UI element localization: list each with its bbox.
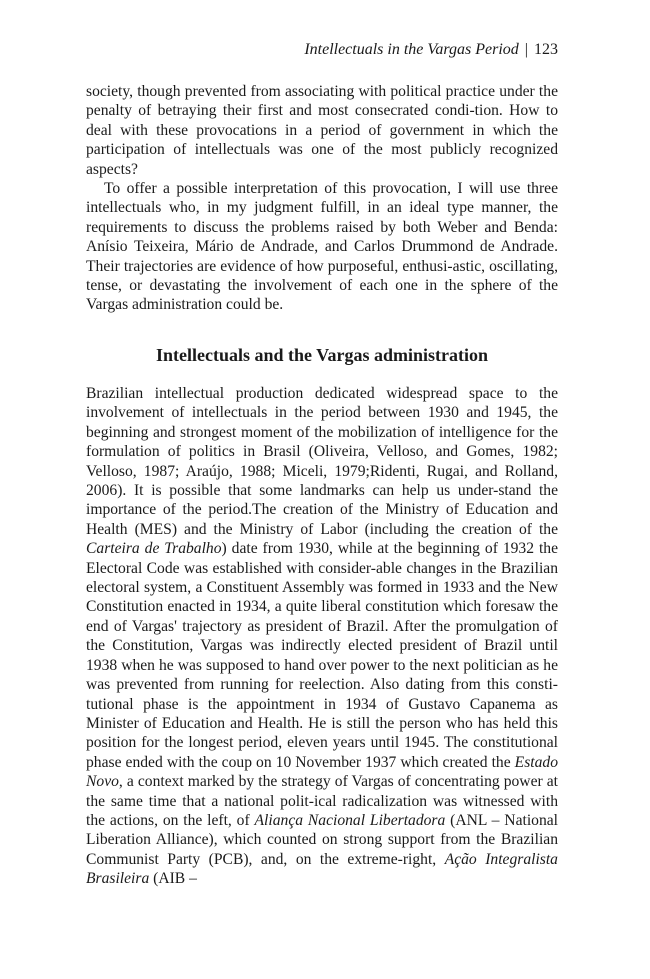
italic-alianca-nacional: Aliança Nacional Libertadora	[254, 811, 446, 829]
paragraph-continuation: society, though prevented from associating with political practice under the penalty of betraying their first and most consecrated condi-tion. How to deal with these provocations in a period of government in which the participation of intellectuals was one of the most publicly recognized aspects?	[86, 83, 558, 178]
italic-estado-novo: Estado Novo	[86, 753, 558, 791]
header-separator: |	[524, 41, 528, 58]
body-text-5: (AIB –	[149, 870, 197, 888]
running-title: Intellectuals in the Vargas Period	[304, 41, 519, 58]
body-text-3: , a context marked by the strategy of Vargas of concentrating power at the same time that a national polit-ical radicalization was witnessed with the actions, on the left, of	[86, 773, 558, 829]
italic-carteira-de-trabalho: Carteira de Trabalho	[86, 540, 222, 558]
body-text-4: (ANL – National Liberation Alliance), which counted on strong support from the Brazilian Communist Party (PCB), and, on the extreme-right,	[86, 811, 558, 868]
body-text-2: ) date from 1930, while at the beginning of 1932 the Electoral Code was established with consider-able changes in the Brazilian electoral system, a Constituent Assembly was formed in 1933 and the New Constitution enacted in 1934, a quite liberal constitution which foresaw the end of Vargas' trajectory as president of Brazil. After the promulgation of the Constitution, Vargas was indirectly elected president of Brazil until 1938 when he was supposed to hand over power to the next politician as he was prevented from running for reelection. Also dating from this consti-tutional phase is the appointment in 1934 of Gustavo Capanema as Minister of Education and Health. He is still the person who has held this position for the longest period, eleven years until 1945. The constitutional phase ended with the coup on 10 November 1937 which created the	[86, 540, 558, 771]
paragraph-interpretation: To offer a possible interpretation of this provocation, I will use three intellectuals who, in my judgment fulfill, in an ideal type manner, the requirements to discuss the problems raised by both Weber and Benda: Anísio Teixeira, Mário de Andrade, and Carlos Drummond de Andrade. Their trajectories are evidence of how purposeful, enthusi-astic, oscillating, tense, or devastating the involvement of each one in the sphere of the Vargas administration could be.	[86, 180, 558, 314]
italic-acao-integralista: Ação Integralista Brasileira	[86, 850, 558, 888]
running-header	[304, 40, 558, 60]
section-heading: Intellectuals and the Vargas administration	[155, 345, 489, 365]
paragraph-section-body	[86, 384, 558, 889]
section-body	[86, 384, 558, 889]
body-text-1: Brazilian intellectual production dedicated widespread space to the involvement of intellectuals in the period between 1930 and 1945, the beginning and strongest moment of the mobilization of intelligence for the formulation of politics in Brasil (Oliveira, Velloso, and Gomes, 1982; Velloso, 1987; Araújo, 1988; Miceli, 1979;Ridenti, Rugai, and Rolland, 2006). It is possible that some landmarks can help us under-stand the importance of the period.The creation of the Ministry of Education and Health (MES) and the Ministry of Labor (including the creation of the	[86, 385, 558, 538]
page-number: 123	[534, 41, 558, 58]
intro-text	[86, 82, 558, 315]
